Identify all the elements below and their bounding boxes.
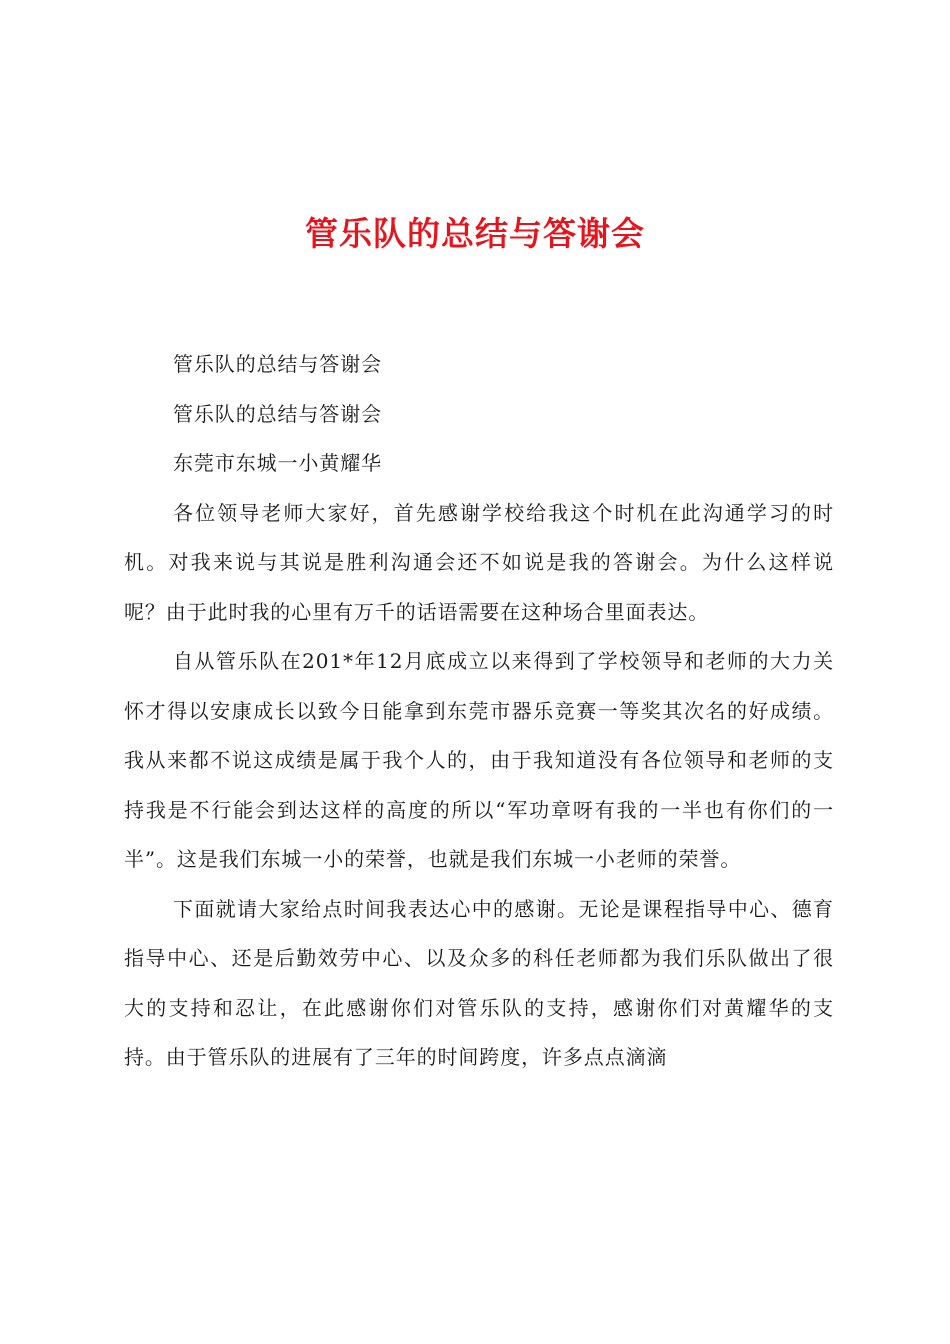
paragraph-subtitle-2: 管乐队的总结与答谢会 [173, 401, 382, 426]
paragraph-thanks: 下面就请大家给点时间我表达心中的感谢。无论是课程指导中心、德育指导中心、还是后勤效劳中心、以及众多的科任老师都为我们乐队做出了很大的支持和忍让，在此感谢你们对管乐队的支持，感谢你们对黄耀华的支持。由于管乐队的进展有了三年的时间跨度，许多点点滴滴 [124, 896, 834, 1069]
paragraph-subtitle-1: 管乐队的总结与答谢会 [173, 352, 382, 376]
paragraph-history: 自从管乐队在201*年12月底成立以来得到了学校领导和老师的大力关怀才得以安康成长以致今日能拿到东莞市器乐竞赛一等奖其次名的好成绩。我从来都不说这成绩是属于我个人的，由于我知道没有各位领导和老师的支持我是不行能会到达这样的高度的所以“军功章呀有我的一半也有你们的一半”。这是我们东城一小的荣誉，也就是我们东城一小老师的荣誉。 [124, 649, 834, 871]
document-title: 管乐队的总结与答谢会 [305, 214, 645, 253]
paragraph-greeting: 各位领导老师大家好，首先感谢学校给我这个时机在此沟通学习的时机。对我来说与其说是胜利沟通会还不如说是我的答谢会。为什么这样说呢？由于此时我的心里有万千的话语需要在这种场合里面表达。 [124, 500, 834, 624]
paragraph-author: 东莞市东城一小黄耀华 [173, 451, 382, 475]
document-body [124, 340, 834, 1083]
